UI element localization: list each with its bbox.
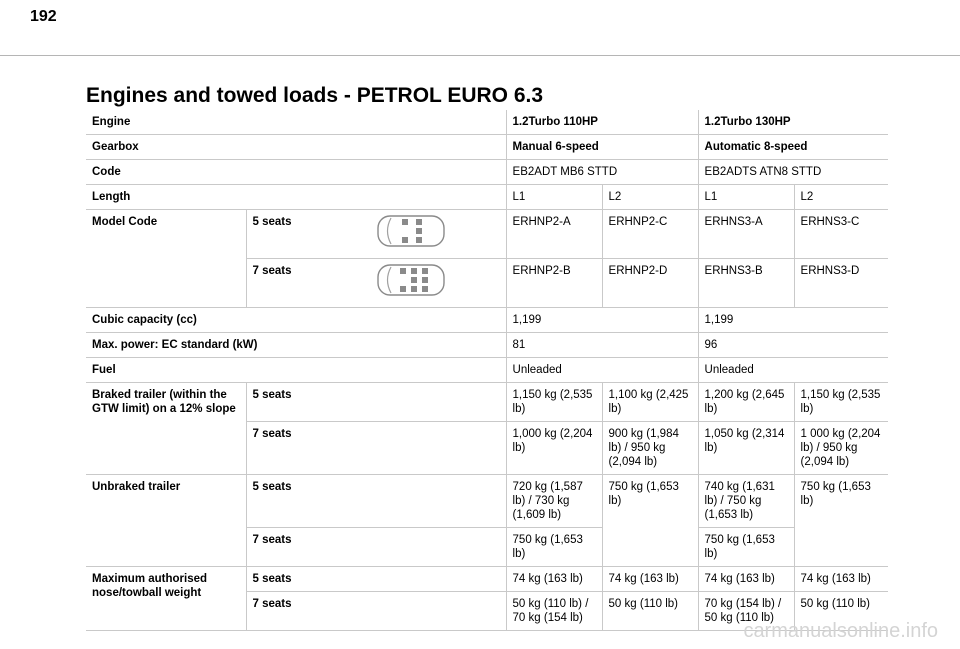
row-label: Model Code [86, 210, 246, 308]
row-gearbox [86, 135, 888, 160]
cell: 74 kg (163 lb) [506, 567, 602, 592]
row-label: Unbraked trailer [86, 475, 246, 567]
seats-label: 5 seats [246, 567, 506, 592]
seats-label: 7 seats [246, 422, 506, 475]
cell: 1.2Turbo 130HP [698, 110, 888, 135]
cell: 50 kg (110 lb) / 70 kg (154 lb) [506, 592, 602, 631]
row-label: Max. power: EC standard (kW) [86, 333, 506, 358]
cell: 720 kg (1,587 lb) / 730 kg (1,609 lb) [506, 475, 602, 528]
cell: 1.2Turbo 110HP [506, 110, 698, 135]
row-fuel [86, 358, 888, 383]
cell: Automatic 8-speed [698, 135, 888, 160]
row-label: Braked trailer (within the GTW limit) on a 12% slope [86, 383, 246, 475]
row-engine [86, 110, 888, 135]
row-nose-weight-5-seats [86, 567, 888, 592]
cell: 70 kg (154 lb) / 50 kg (110 lb) [698, 592, 794, 631]
cell: 1,100 kg (2,425 lb) [602, 383, 698, 422]
row-label: Cubic capacity (cc) [86, 308, 506, 333]
cell: 96 [698, 333, 888, 358]
cell: 740 kg (1,631 lb) / 750 kg (1,653 lb) [698, 475, 794, 528]
cell: ERHNP2-C [602, 210, 698, 259]
van-5-seat-layout-icon [370, 210, 506, 259]
seats-label: 7 seats [246, 528, 506, 567]
cell: EB2ADTS ATN8 STTD [698, 160, 888, 185]
watermark: carmanualsonline.info [743, 620, 938, 642]
cell: ERHNS3-C [794, 210, 888, 259]
row-label: Length [86, 185, 506, 210]
cell: ERHNS3-D [794, 259, 888, 308]
engine-spec-table [86, 110, 888, 631]
cell: ERHNP2-B [506, 259, 602, 308]
cell: 1,000 kg (2,204 lb) [506, 422, 602, 475]
cell: ERHNP2-D [602, 259, 698, 308]
cell: 74 kg (163 lb) [602, 567, 698, 592]
cell: 1,150 kg (2,535 lb) [794, 383, 888, 422]
cell: ERHNS3-B [698, 259, 794, 308]
cell: Unleaded [506, 358, 698, 383]
cell: 750 kg (1,653 lb) [602, 475, 698, 567]
seats-label: 5 seats [246, 210, 370, 259]
row-unbraked-5-seats [86, 475, 888, 528]
van-7-seat-layout-icon [370, 259, 506, 308]
row-label: Gearbox [86, 135, 506, 160]
cell: L2 [794, 185, 888, 210]
row-cubic-capacity [86, 308, 888, 333]
row-label: Maximum authorised nose/towball weight [86, 567, 246, 631]
cell: 74 kg (163 lb) [698, 567, 794, 592]
cell: L2 [602, 185, 698, 210]
page-title: Engines and towed loads - PETROL EURO 6.3 [86, 84, 544, 107]
cell: ERHNP2-A [506, 210, 602, 259]
cell: 1,199 [698, 308, 888, 333]
page-number: 192 [30, 8, 57, 25]
row-label: Code [86, 160, 506, 185]
row-code [86, 160, 888, 185]
cell: L1 [698, 185, 794, 210]
cell: 1,150 kg (2,535 lb) [506, 383, 602, 422]
cell: 900 kg (1,984 lb) / 950 kg (2,094 lb) [602, 422, 698, 475]
row-label: Engine [86, 110, 506, 135]
cell: 750 kg (1,653 lb) [506, 528, 602, 567]
cell: ERHNS3-A [698, 210, 794, 259]
seats-label: 7 seats [246, 592, 506, 631]
cell: 50 kg (110 lb) [794, 592, 888, 631]
seats-label: 5 seats [246, 383, 506, 422]
row-max-power [86, 333, 888, 358]
row-label: Fuel [86, 358, 506, 383]
cell: 81 [506, 333, 698, 358]
cell: L1 [506, 185, 602, 210]
row-braked-5-seats [86, 383, 888, 422]
header-divider [0, 55, 960, 56]
cell: 750 kg (1,653 lb) [698, 528, 794, 567]
cell: 74 kg (163 lb) [794, 567, 888, 592]
cell: EB2ADT MB6 STTD [506, 160, 698, 185]
row-model-code-5-seats [86, 210, 888, 259]
cell: 50 kg (110 lb) [602, 592, 698, 631]
cell: Unleaded [698, 358, 888, 383]
seats-label: 5 seats [246, 475, 506, 528]
cell: 1 000 kg (2,204 lb) / 950 kg (2,094 lb) [794, 422, 888, 475]
cell: 1,199 [506, 308, 698, 333]
row-length [86, 185, 888, 210]
cell: 750 kg (1,653 lb) [794, 475, 888, 567]
seats-label: 7 seats [246, 259, 370, 308]
cell: 1,200 kg (2,645 lb) [698, 383, 794, 422]
cell: Manual 6-speed [506, 135, 698, 160]
cell: 1,050 kg (2,314 lb) [698, 422, 794, 475]
